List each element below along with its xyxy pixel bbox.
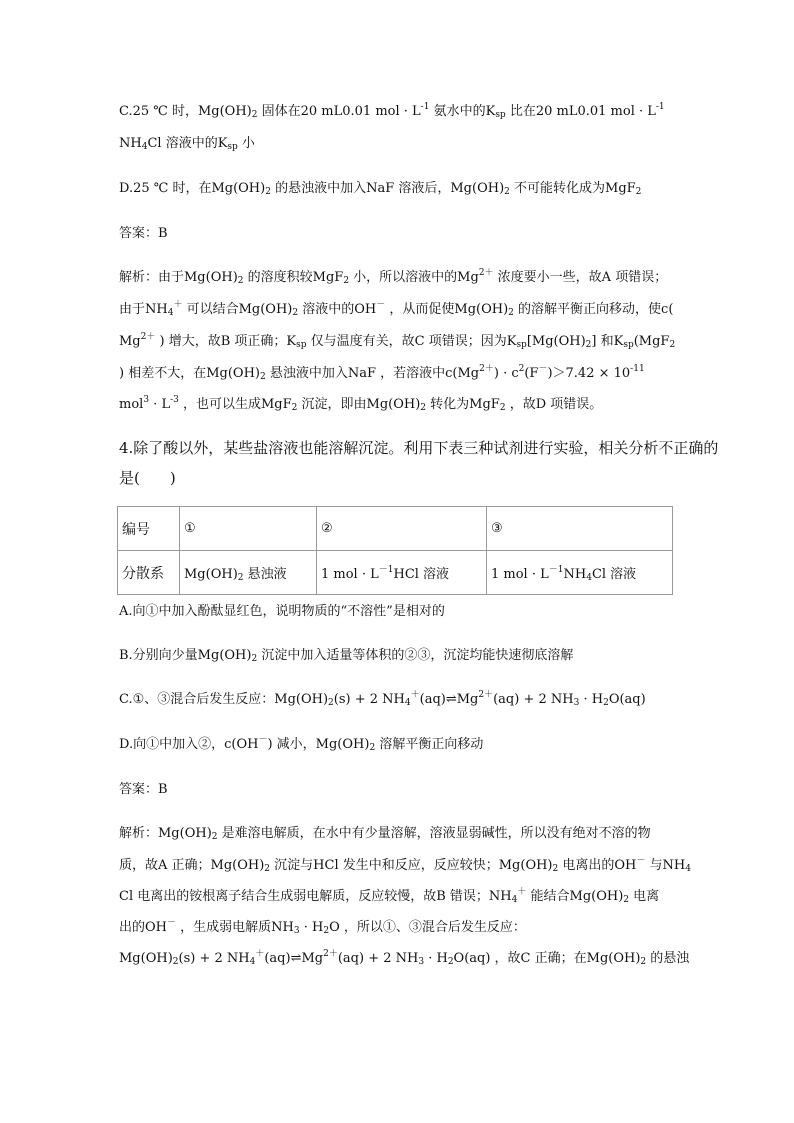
table-header-2: ② [317, 507, 487, 551]
table-cell-3: 1 mol · $L^{-1}NH_4Cl$ 溶液 [487, 551, 673, 595]
reagent-table [117, 506, 673, 595]
table-cell-1: $Mg(OH)_2$ 悬浊液 [180, 551, 317, 595]
table-row [118, 507, 673, 551]
explanation-1-line5: $mol^3 \cdot L^{-3}$ ，也可以生成MgF$_2$ 沉淀，即由$Mg(OH)_2$ 转化为MgF$_2$ ，故D 项错误。 [119, 395, 603, 413]
explanation-1-line2: 由于$NH_4^+$ 可以结合$Mg(OH)_2$ 溶液中的OH－ ，从而促使$Mg(OH)_2$ 的溶解平衡正向移动，使c( [119, 300, 674, 318]
explanation-1-line3: $Mg^{2+}$ ) 增大，故B 项正确；$K_{sp}$ 仅与温度有关，故C 项错误；因为$K_{sp}[Mg(OH)_2]$ 和$K_{sp}(MgF_2$ [119, 332, 676, 350]
question-4-option-a: A.向①中加入酚酞显红色，说明物质的“不溶性”是相对的 [119, 604, 445, 619]
table-cell-dispersion: 分散系 [118, 551, 180, 595]
answer-2: 答案：B [119, 782, 168, 797]
question-4-stem-line2: 是( ) [119, 469, 176, 487]
question-4-option-b: B.分别向少量$Mg(OH)_2$ 沉淀中加入适量等体积的②③，沉淀均能快速彻底溶解 [119, 648, 574, 664]
table-header-1: ① [180, 507, 317, 551]
question-4-option-d: D.向①中加入②，c(OH－) 减小，$Mg(OH)_2$ 溶解平衡正向移动 [119, 735, 484, 753]
explanation-1-line4: ) 相差不大，在$Mg(OH)_2$ 悬浊液中加入NaF ，若溶液中$c(Mg^{2+}) \cdot c^2(F^-)>7.42 \times 10^{-11}$ [119, 364, 645, 382]
table-row [118, 551, 673, 595]
table-header-3: ③ [487, 507, 673, 551]
explanation-2-line4: 出的OH－ ，生成弱电解质$NH_3 \cdot H_2O$ ，所以①、③混合后发生反应： [119, 918, 526, 936]
answer-1: 答案：B [119, 226, 168, 241]
option-d-line: D.25 ℃ 时，在$Mg(OH)_2$ 的悬浊液中加入NaF 溶液后，$Mg(OH)_2$ 不可能转化成为MgF$_2$ [119, 181, 642, 197]
question-4-stem-line1: 4.除了酸以外，某些盐溶液也能溶解沉淀。利用下表三种试剂进行实验，相关分析不正确的 [119, 439, 719, 457]
explanation-2-line1: 解析：$Mg(OH)_2$ 是难溶电解质，在水中有少量溶解，溶液显弱碱性，所以没有绝对不溶的物 [119, 826, 651, 842]
table-cell-2: 1 mol · $L^{-1}HCl$ 溶液 [317, 551, 487, 595]
table-header-number: 编号 [118, 507, 180, 551]
option-c-line1: C.25 ℃ 时，$Mg(OH)_2$ 固体在20 mL0.01 mol · $L^{-1}$ 氨水中的$K_{sp}$ 比在20 mL0.01 mol · $L^{-1}$ [119, 102, 665, 120]
explanation-2-line2: 质，故A 正确；$Mg(OH)_2$ 沉淀与HCl 发生中和反应，反应较快；$Mg(OH)_2$ 电离出的OH－ 与$NH_4$ [119, 856, 691, 874]
explanation-1-line1: 解析：由于$Mg(OH)_2$ 的溶度积较MgF$_2$ 小，所以溶液中的$Mg^{2+}$ 浓度要小一些，故A 项错误； [119, 268, 668, 286]
option-c-line2: $NH_4Cl$ 溶液中的$K_{sp}$ 小 [119, 136, 255, 152]
explanation-2-line5: $Mg(OH)_2(s) + 2$ $NH_4^+(aq)\rightleftharpoons Mg^{2+}(aq) + 2$ $NH_3 \cdot H_2O(aq)$ ，故C 正确；在$Mg(OH)_2$ 的悬浊 [119, 949, 690, 967]
question-4-option-c: C.①、③混合后发生反应：$Mg(OH)_2(s) + 2$ $NH_4^+(aq)\rightleftharpoons Mg^{2+}(aq) + 2$ $NH_3 \cdot H_2O(aq)$ [119, 690, 646, 708]
explanation-2-line3: Cl 电离出的铵根离子结合生成弱电解质，反应较慢，故B 错误；$NH_4^+$ 能结合$Mg(OH)_2$ 电离 [119, 887, 660, 905]
